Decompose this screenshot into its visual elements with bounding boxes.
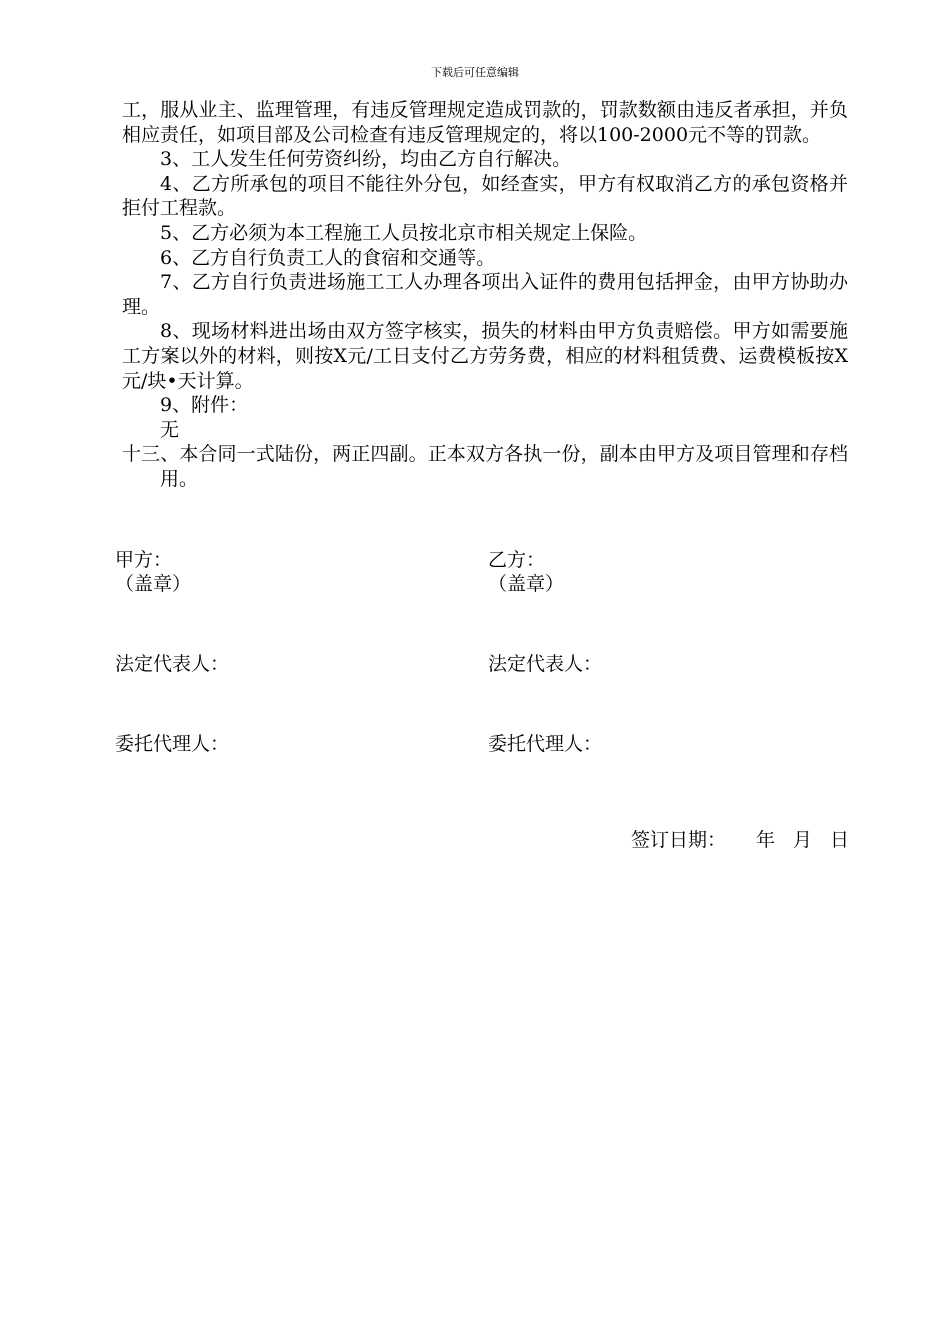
clause-9-content: 无 [160,418,180,441]
clause-7: 7、乙方自行负责进场施工工人办理各项出入证件的费用包括押金，由甲方协助办理。 [122,271,848,318]
clause-8: 8、现场材料进出场由双方签字核实，损失的材料由甲方负责赔偿。甲方如需要施工方案以外的材料，则按X元/工日支付乙方劳务费，相应的材料租赁费、运费模板按X元/块•天计算。 [122,320,848,392]
clause-3: 3、工人发生任何劳资纠纷，均由乙方自行解决。 [160,148,572,171]
party-b-label: 乙方： [488,549,546,571]
clause-4: 4、乙方所承包的项目不能往外分包，如经查实，甲方有权取消乙方的承包资格并拒付工程款。 [122,172,848,220]
signing-date-label: 签订日期： [630,829,726,851]
party-b-agent: 委托代理人： [488,733,603,755]
party-b-seal: （盖章） [488,573,565,595]
clause-13: 十三、本合同一式陆份，两正四副。正本双方各执一份，副本由甲方及项目管理和存档用。 [122,443,848,490]
clause-5: 5、乙方必须为本工程施工人员按北京市相关规定上保险。 [160,221,648,244]
party-a-agent: 委托代理人： [115,733,230,755]
party-a-label: 甲方： [115,549,173,571]
clause-continuation: 工，服从业主、监理管理，有违反管理规定造成罚款的，罚款数额由违反者承担，并负相应责任，如项目部及公司检查有违反管理规定的，将以100-2000元不等的罚款。 [122,99,848,146]
clause-9: 9、附件： [160,394,249,417]
party-a-seal: （盖章） [115,573,192,595]
signing-date-year: 年 [755,829,775,851]
signing-date-day: 日 [829,829,849,851]
signing-date-month: 月 [792,829,812,851]
page-header-note: 下载后可任意编辑 [431,66,519,79]
signing-date [631,828,849,852]
party-a-legal-rep: 法定代表人： [115,653,230,675]
clause-6: 6、乙方自行负责工人的食宿和交通等。 [160,246,496,269]
contract-clauses [122,98,848,492]
party-b-legal-rep: 法定代表人： [488,653,603,675]
